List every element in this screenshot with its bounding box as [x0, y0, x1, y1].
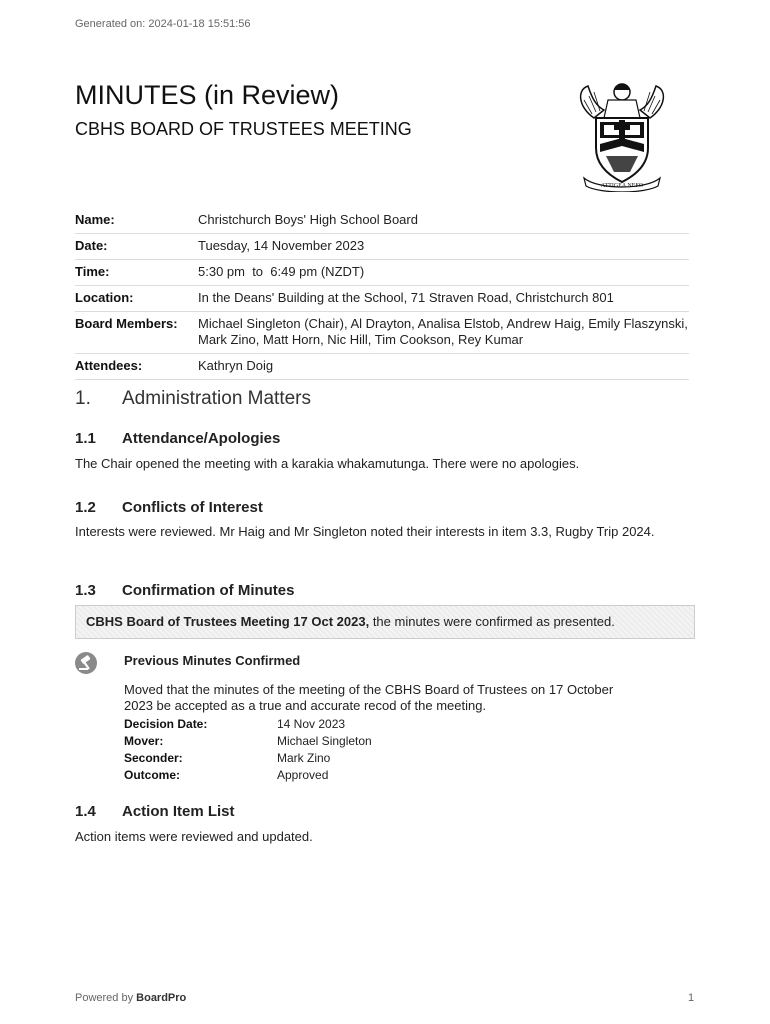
meta-key: Time:: [75, 264, 110, 279]
meta-value: In the Deans' Building at the School, 71 Straven Road, Christchurch 801: [198, 290, 614, 305]
generated-timestamp: Generated on: 2024-01-18 15:51:56: [75, 18, 251, 30]
gavel-icon: [74, 651, 98, 675]
meta-value: Kathryn Doig: [198, 358, 274, 373]
section-heading-administration: [75, 388, 311, 410]
page-subtitle: CBHS BOARD OF TRUSTEES MEETING: [75, 119, 412, 139]
meta-value: 5:30 pm to 6:49 pm (NZDT): [198, 264, 365, 279]
field-value: Mark Zino: [277, 751, 331, 765]
section-title: Administration Matters: [122, 388, 312, 409]
confirmation-box: [75, 605, 695, 639]
resolution-title: Previous Minutes Confirmed: [124, 653, 301, 668]
footer-powered-by: [75, 992, 186, 1004]
meta-row-date: [75, 234, 689, 260]
footer-brand: BoardPro: [136, 992, 187, 1004]
meta-key: Name:: [75, 212, 115, 227]
field-key: Seconder:: [124, 751, 183, 765]
page-number: 1: [688, 992, 695, 1004]
item-text-action-items: Action items were reviewed and updated.: [75, 829, 313, 844]
meta-row-name: [75, 208, 689, 234]
resolution-field: [124, 716, 372, 733]
meeting-details: [75, 208, 689, 380]
meta-key: Date:: [75, 238, 108, 253]
field-value: 14 Nov 2023: [277, 717, 346, 731]
confirmation-text: the minutes were confirmed as presented.: [369, 614, 615, 629]
field-key: Decision Date:: [124, 717, 208, 731]
item-title: Action Item List: [122, 803, 235, 820]
section-number: 1.: [75, 388, 91, 409]
meta-value: Christchurch Boys' High School Board: [198, 212, 418, 227]
resolution-field: [124, 733, 372, 750]
crest-motto: ATTIGEA NEFO: [600, 183, 644, 189]
item-number: 1.1: [75, 430, 96, 447]
meta-row-board-members: [75, 312, 689, 354]
meta-key: Location:: [75, 290, 134, 305]
meta-row-location: [75, 286, 689, 312]
meta-value: Michael Singleton (Chair), Al Drayton, Analisa Elstob, Andrew Haig, Emily Flaszynski, Mark Zino, Matt Horn, Nic Hill, Tim Cookson, Rey Kumar: [198, 316, 688, 347]
field-key: Mover:: [124, 734, 164, 748]
item-text-conflicts: Interests were reviewed. Mr Haig and Mr Singleton noted their interests in item 3.3, Rugby Trip 2024.: [75, 524, 655, 539]
resolution-field: [124, 750, 372, 767]
item-number: 1.2: [75, 499, 96, 516]
meta-key: Board Members:: [75, 316, 178, 331]
confirmation-meeting: CBHS Board of Trustees Meeting 17 Oct 2023,: [86, 614, 370, 629]
meta-key: Attendees:: [75, 358, 143, 373]
meta-row-attendees: [75, 354, 689, 380]
item-text-attendance: The Chair opened the meeting with a karakia whakamutunga. There were no apologies.: [75, 456, 580, 471]
item-number: 1.4: [75, 803, 96, 820]
item-heading-confirmation: [75, 582, 295, 599]
item-heading-action-items: [75, 803, 235, 820]
item-title: Confirmation of Minutes: [122, 582, 295, 599]
field-key: Outcome:: [124, 768, 181, 782]
school-crest-logo: [574, 78, 670, 192]
item-heading-attendance: [75, 430, 280, 447]
resolution-fields: [124, 716, 372, 784]
field-value: Michael Singleton: [277, 734, 372, 748]
item-title: Attendance/Apologies: [122, 430, 281, 447]
item-heading-conflicts: [75, 499, 263, 516]
meta-row-time: [75, 260, 689, 286]
item-number: 1.3: [75, 582, 96, 599]
footer-powered-label: Powered by: [75, 992, 137, 1004]
page-title: MINUTES (in Review): [75, 80, 340, 110]
resolution-text: Moved that the minutes of the meeting of the CBHS Board of Trustees on 17 October 2023 be accepted as a true and accurate recod of the meeting.: [124, 682, 614, 713]
resolution-field: [124, 767, 372, 784]
item-title: Conflicts of Interest: [122, 499, 263, 516]
meta-value: Tuesday, 14 November 2023: [198, 238, 365, 253]
field-value: Approved: [277, 768, 329, 782]
